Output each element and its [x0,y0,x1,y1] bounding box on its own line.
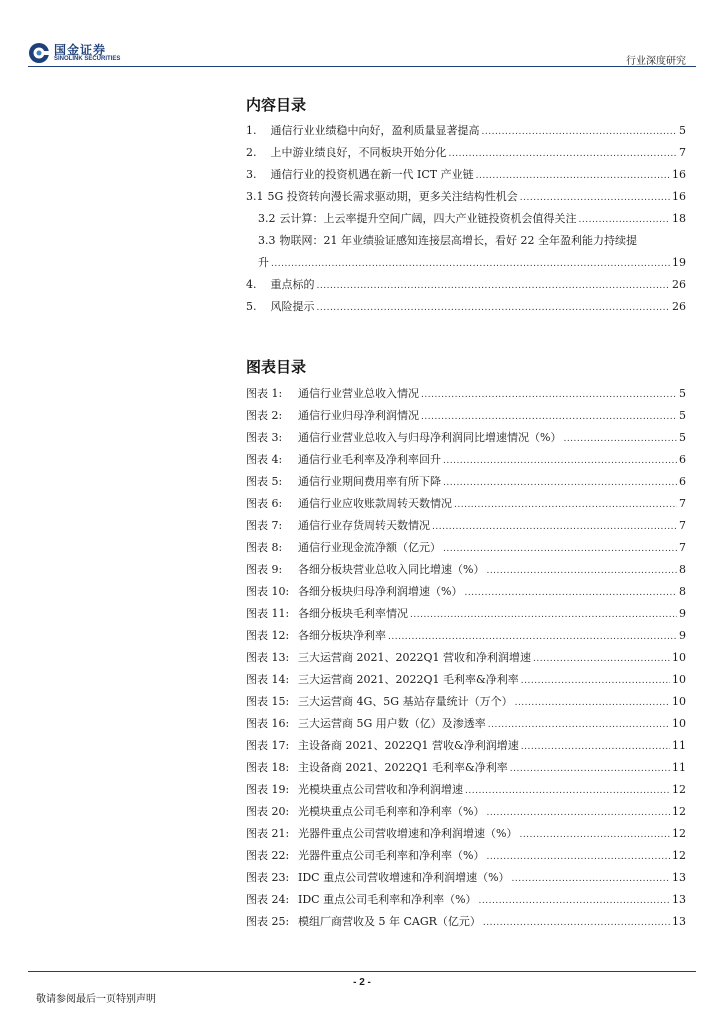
figure-entry-title: IDC 重点公司营收增速和净利润增速（%） [298,871,510,884]
figure-entry-label: 图表 4: [246,453,283,466]
figure-entry-title: 三大运营商 5G 用户数（亿）及渗透率 [298,717,486,730]
figure-entry[interactable] [246,735,686,757]
figure-entry[interactable] [246,405,686,427]
figure-entry-title: 主设备商 2021、2022Q1 营收&净利润增速 [298,739,519,752]
figure-entry-page: 13 [672,915,686,928]
figure-entry-title: 通信行业营业总收入与归母净利润同比增速情况（%） [298,431,562,444]
figure-entry-title: 各细分板块营业总收入同比增速（%） [298,563,485,576]
toc-entry-number: 3.1 [246,190,264,203]
figure-entry-page: 7 [679,541,686,554]
toc-leader-dots [465,780,670,802]
toc-leader-dots [421,384,677,406]
figure-entry-title: 光模块重点公司毛利率和净利率（%） [298,805,485,818]
figure-entry-label: 图表 12: [246,629,290,642]
figure-entry[interactable] [246,537,686,559]
toc-leader-dots [488,714,670,736]
figure-entry[interactable] [246,757,686,779]
toc-entry[interactable] [246,296,686,318]
toc-leader-dots [479,890,670,912]
figure-entry-page: 7 [679,497,686,510]
toc-entry-page: 26 [672,278,686,291]
toc-entry-title: 云计算：上云率提升空间广阔，四大产业链投资机会值得关注 [279,212,577,225]
figure-entry-label: 图表 9: [246,563,283,576]
toc-entry[interactable] [246,142,686,164]
toc-leader-dots [421,406,677,428]
figure-entry[interactable] [246,801,686,823]
figure-entry[interactable] [246,779,686,801]
figure-entry[interactable] [246,691,686,713]
figure-entry[interactable] [246,427,686,449]
figure-entry-page: 8 [679,563,686,576]
figure-entry-label: 图表 20: [246,805,290,818]
figure-entry-title: 通信行业现金流净额（亿元） [298,541,441,554]
figure-entry-title: 通信行业应收账款周转天数情况 [298,497,452,510]
figure-entry-label: 图表 18: [246,761,290,774]
figure-entry-page: 11 [672,761,686,774]
toc-entry[interactable] [246,120,686,142]
figures-toc [246,383,686,933]
toc-entry-title: 重点标的 [270,278,315,291]
figure-entry[interactable] [246,823,686,845]
figure-entry-label: 图表 10: [246,585,290,598]
contents-heading: 内容目录 [246,96,307,114]
toc-leader-dots [476,165,670,187]
figure-entry-label: 图表 24: [246,893,290,906]
toc-leader-dots [443,538,677,560]
figure-entry[interactable] [246,647,686,669]
figure-entry-page: 10 [672,717,686,730]
toc-entry-page: 26 [672,300,686,313]
figure-entry-label: 图表 16: [246,717,290,730]
toc-leader-dots [410,604,677,626]
toc-leader-dots [579,209,671,231]
figure-entry-label: 图表 3: [246,431,283,444]
figure-entry-page: 11 [672,739,686,752]
toc-entry-title: 通信行业业绩稳中向好，盈利质量显著提高 [270,124,480,137]
figure-entry-label: 图表 7: [246,519,283,532]
toc-leader-dots [521,736,670,758]
figure-entry[interactable] [246,845,686,867]
figure-entry[interactable] [246,559,686,581]
figure-entry[interactable] [246,889,686,911]
toc-leader-dots [521,670,670,692]
figure-entry-page: 12 [672,827,686,840]
toc-entry[interactable] [246,208,686,230]
figure-entry-title: 三大运营商 4G、5G 基站存量统计（万个） [298,695,513,708]
page-number: - 2 - [353,977,371,988]
logo-mark-icon [28,42,50,64]
figure-entry-page: 10 [672,695,686,708]
figure-entry-title: 通信行业毛利率及净利率回升 [298,453,441,466]
toc-leader-dots [432,516,677,538]
figure-entry[interactable] [246,713,686,735]
toc-entry-page: 16 [672,168,686,181]
figure-entry-label: 图表 8: [246,541,283,554]
figure-entry-title: 光器件重点公司毛利率和净利率（%） [298,849,485,862]
toc-entry-number: 4. [246,278,257,291]
toc-entry-number: 2. [246,146,257,159]
figure-entry-label: 图表 1: [246,387,283,400]
figure-entry[interactable] [246,493,686,515]
toc-entry[interactable] [246,186,686,208]
figure-entry-page: 12 [672,805,686,818]
toc-entry-title: 物联网：21 年业绩验证感知连接层高增长，看好 22 全年盈利能力持续提 [279,234,637,247]
figure-entry[interactable] [246,581,686,603]
figure-entry-label: 图表 15: [246,695,290,708]
toc-leader-dots [486,802,670,824]
figure-entry[interactable] [246,383,686,405]
contents-toc [246,120,686,318]
company-logo [28,40,138,68]
toc-entry[interactable] [246,164,686,186]
toc-entry-page: 5 [679,124,686,137]
figure-entry-title: 各细分板块归母净利润增速（%） [298,585,463,598]
figure-entry-title: 光器件重点公司营收增速和净利润增速（%） [298,827,518,840]
header-divider [28,66,696,67]
figure-entry[interactable] [246,603,686,625]
figure-entry-page: 6 [679,453,686,466]
figure-entry-label: 图表 22: [246,849,290,862]
toc-leader-dots [317,275,671,297]
figure-entry-page: 6 [679,475,686,488]
figure-entry-label: 图表 21: [246,827,290,840]
toc-entry-number: 3.3 [258,234,276,247]
footer-divider [28,971,696,972]
figure-entry-title: 通信行业存货周转天数情况 [298,519,430,532]
toc-entry-page: 19 [672,256,686,269]
toc-leader-dots [512,868,670,890]
toc-leader-dots [563,428,677,450]
figure-entry-title: 光模块重点公司营收和净利润增速 [298,783,463,796]
toc-leader-dots [519,824,670,846]
toc-leader-dots [483,912,670,934]
figure-entry-label: 图表 17: [246,739,290,752]
toc-leader-dots [486,560,677,582]
figure-entry-page: 8 [679,585,686,598]
figure-entry-label: 图表 13: [246,651,290,664]
figure-entry-page: 9 [679,607,686,620]
figure-entry-page: 10 [672,651,686,664]
figure-entry[interactable] [246,449,686,471]
figure-entry-page: 12 [672,783,686,796]
figure-entry-page: 5 [679,409,686,422]
logo-text-en: SINOLINK SECURITIES [54,56,121,62]
toc-leader-dots [464,582,677,604]
figure-entry-page: 10 [672,673,686,686]
toc-leader-dots [515,692,670,714]
toc-leader-dots [482,121,678,143]
figure-entry-label: 图表 25: [246,915,290,928]
figure-entry-title: 三大运营商 2021、2022Q1 毛利率&净利率 [298,673,519,686]
figure-entry-label: 图表 11: [246,607,290,620]
toc-entry-title: 风险提示 [270,300,315,313]
toc-entry-number: 3. [246,168,257,181]
toc-entry[interactable] [246,230,686,274]
figure-entry-page: 13 [672,893,686,906]
figures-heading: 图表目录 [246,358,307,376]
figure-entry-label: 图表 6: [246,497,283,510]
logo-text-cn: 国金证券 [54,43,107,57]
toc-leader-dots [317,297,671,319]
figure-entry[interactable] [246,515,686,537]
figure-entry-title: 通信行业归母净利润情况 [298,409,419,422]
toc-entry-title-cont: 升 [258,256,269,269]
figure-entry[interactable] [246,625,686,647]
figure-entry[interactable] [246,867,686,889]
toc-entry-page: 7 [679,146,686,159]
figure-entry-title: 三大运营商 2021、2022Q1 营收和净利润增速 [298,651,531,664]
figure-entry-page: 13 [672,871,686,884]
figure-entry-page: 12 [672,849,686,862]
figure-entry-page: 9 [679,629,686,642]
toc-entry-page: 18 [672,212,686,225]
figure-entry-label: 图表 19: [246,783,290,796]
toc-entry-number: 3.2 [258,212,276,225]
toc-leader-dots [271,253,670,275]
toc-leader-dots [486,846,670,868]
figure-entry-label: 图表 23: [246,871,290,884]
toc-entry-number: 5. [246,300,257,313]
toc-leader-dots [443,472,677,494]
figure-entry-title: 各细分板块净利率 [298,629,386,642]
figure-entry-title: 通信行业期间费用率有所下降 [298,475,441,488]
toc-entry[interactable] [246,274,686,296]
report-category: 行业深度研究 [626,56,686,67]
figure-entry-title: 主设备商 2021、2022Q1 毛利率&净利率 [298,761,508,774]
toc-entry-title: 通信行业的投资机遇在新一代 ICT 产业链 [270,168,474,181]
figure-entry[interactable] [246,911,686,933]
toc-entry-page: 16 [672,190,686,203]
figure-entry[interactable] [246,669,686,691]
figure-entry-label: 图表 14: [246,673,290,686]
toc-leader-dots [520,187,670,209]
toc-leader-dots [443,450,677,472]
toc-leader-dots [533,648,670,670]
toc-entry-number: 1. [246,124,257,137]
toc-entry-title: 上中游业绩良好，不同板块开始分化 [270,146,447,159]
figure-entry-page: 5 [679,387,686,400]
figure-entry-title: 通信行业营业总收入情况 [298,387,419,400]
toc-leader-dots [454,494,677,516]
figure-entry-label: 图表 5: [246,475,283,488]
figure-entry-page: 7 [679,519,686,532]
toc-leader-dots [510,758,670,780]
figure-entry-title: 各细分板块毛利率情况 [298,607,408,620]
figure-entry-title: 模组厂商营收及 5 年 CAGR（亿元） [298,915,481,928]
figure-entry[interactable] [246,471,686,493]
toc-entry-title: 5G 投资转向漫长需求驱动期，更多关注结构性机会 [267,190,518,203]
figure-entry-label: 图表 2: [246,409,283,422]
toc-leader-dots [388,626,677,648]
figure-entry-title: IDC 重点公司毛利率和净利率（%） [298,893,477,906]
toc-leader-dots [449,143,678,165]
figure-entry-page: 5 [679,431,686,444]
footer-disclaimer: 敬请参阅最后一页特别声明 [36,994,156,1005]
